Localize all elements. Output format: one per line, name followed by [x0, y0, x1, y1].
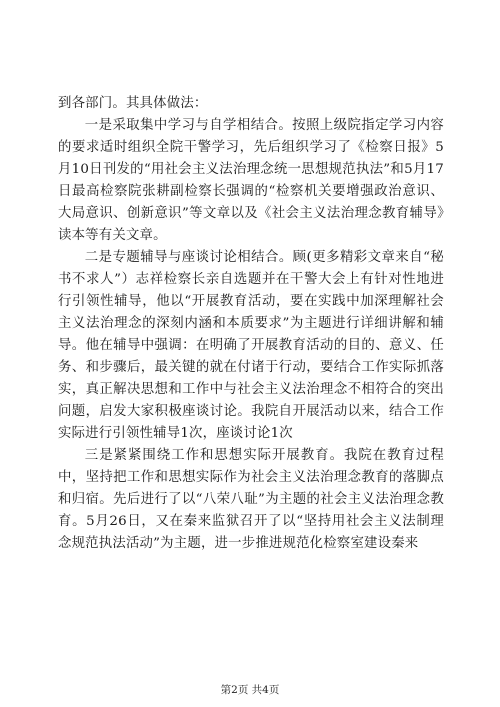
page-number-footer: 第2页 共4页: [220, 684, 280, 696]
paragraph-continuation: 到各部门。其具体做法：: [58, 96, 208, 111]
document-body: [58, 93, 444, 555]
paragraph-point-one: 一是采取集中学习与自学相结合。按照上级院指定学习内容的要求适时组织全院干警学习，先后组织学习了《检察日报》5月10日刊发的“用社会主义法治理念统一思想规范执法”和5月17日最高检察院张耕副检察长强调的“检察机关要增强政治意识、大局意识、创新意识”等文章以及《社会主义法治理念教育辅导》读本等有关文章。: [58, 118, 444, 243]
paragraph-point-two: 二是专题辅导与座谈讨论相结合。顾(更多精彩文章来自“秘书不求人”）志祥检察长亲自选题并在干警大会上有针对性地进行引领性辅导，他以“开展教育活动，要在实践中加深理解社会主义法治理念的深刻内涵和本质要求”为主题进行详细讲解和辅导。他在辅导中强调：在明确了开展教育活动的目的、意义、任务、和步骤后，最关键的就在付诸于行动，要结合工作实际抓落实，真正解决思想和工作中与社会主义法治理念不相符合的突出问题，启发大家积极座谈讨论。我院自开展活动以来，结合工作实际进行引领性辅导1次，座谈讨论1次: [58, 250, 444, 441]
paragraph-point-three: 三是紧紧围绕工作和思想实际开展教育。我院在教育过程中，坚持把工作和思想实际作为社会主义法治理念教育的落脚点和归宿。先后进行了以“八荣八耻”为主题的社会主义法治理念教育。5月26日，又在秦来监狱召开了以“坚持用社会主义法制理念规范执法活动”为主题，进一步推进规范化检察室建设秦来: [58, 448, 444, 551]
